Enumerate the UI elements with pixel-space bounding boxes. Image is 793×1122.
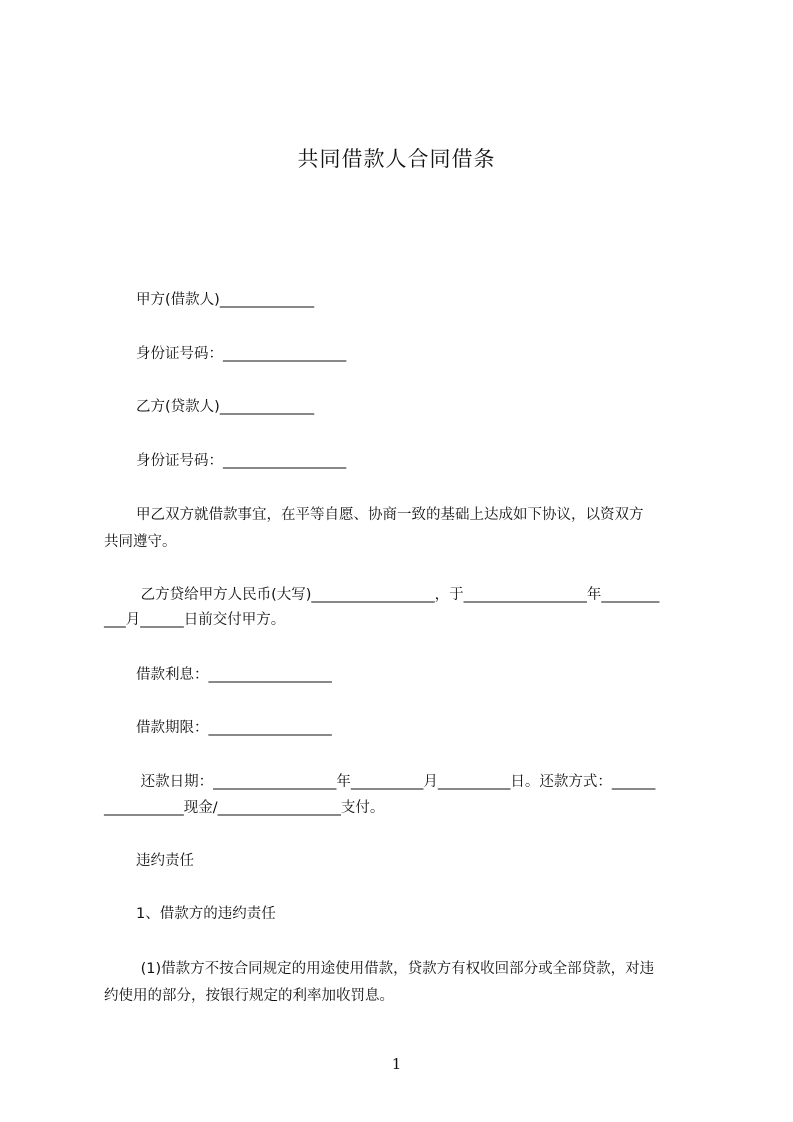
breach-heading: 违约责任 [136,853,194,869]
agreement-line-2: 共同遵守。 [104,534,177,550]
page-number: 1 [391,1055,402,1073]
party-a-id-field: 身份证号码：_________________ [136,346,347,362]
loan-line-2: ___月______日前交付甲方。 [104,612,286,628]
party-a-field: 甲方(借款人)_____________ [136,292,315,308]
breach-clause-line-1: (1)借款方不按合同规定的用途使用借款，贷款方有权收回部分或全部贷款，对违 [136,961,655,977]
party-b-id-field: 身份证号码：_________________ [136,453,347,469]
breach-clause-line-2: 约使用的部分，按银行规定的利率加收罚息。 [104,988,394,1004]
loan-line-1: 乙方贷给甲方人民币(大写)_________________，于_________________年________ [136,587,660,603]
party-b-field: 乙方(贷款人)_____________ [136,399,315,415]
agreement-line-1: 甲乙双方就借款事宜，在平等自愿、协商一致的基础上达成如下协议，以资双方 [136,507,644,523]
interest-field: 借款利息：_________________ [136,667,332,683]
repayment-line-2: ___________现金/_________________支付。 [104,800,385,816]
repayment-line-1: 还款日期：_________________年__________月__________日。还款方式：______ [136,774,656,790]
breach-item-1: 1、借款方的违约责任 [136,906,276,922]
document-title: 共同借款人合同借条 [297,147,496,171]
term-field: 借款期限：_________________ [136,720,332,736]
